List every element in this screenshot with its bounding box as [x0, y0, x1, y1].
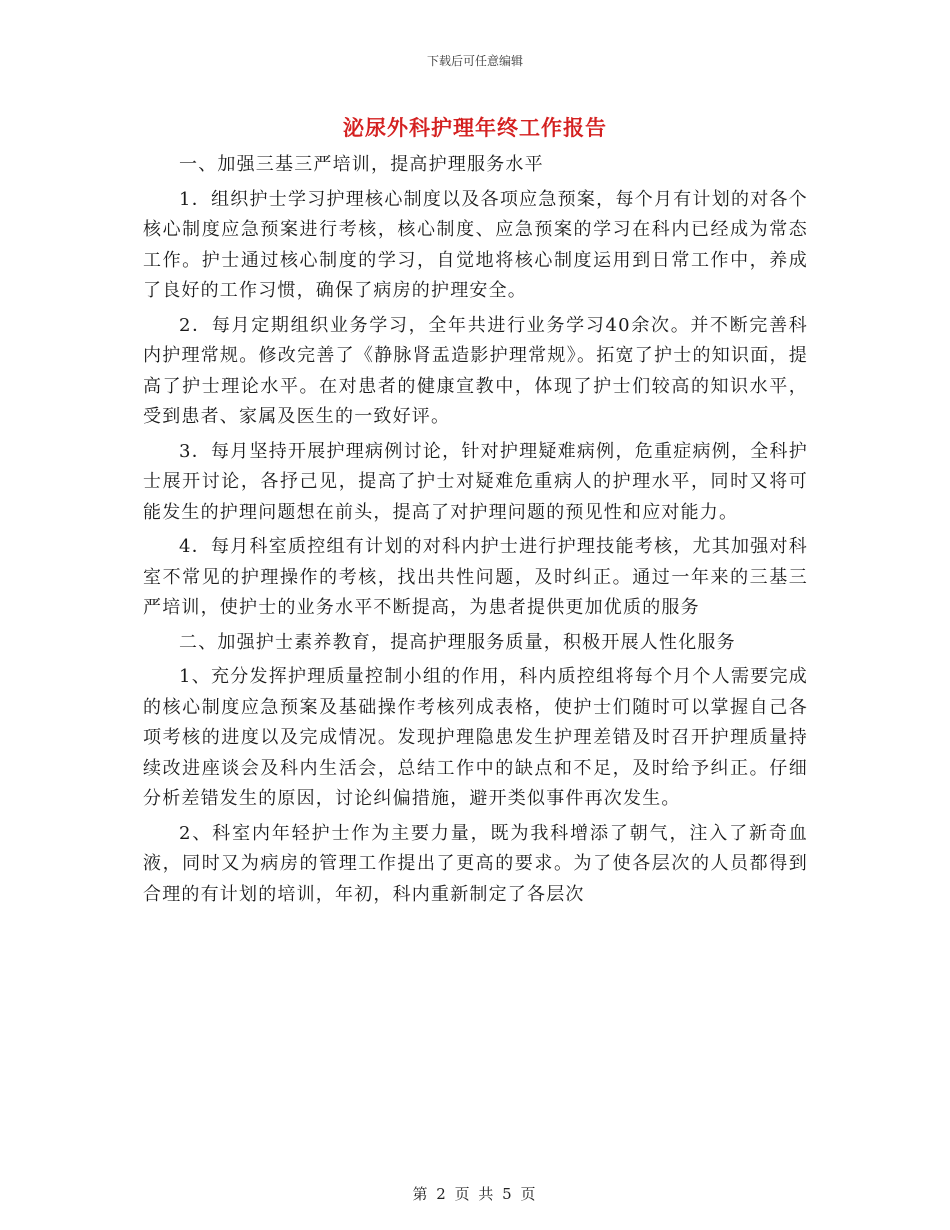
- body-paragraph: 1．组织护士学习护理核心制度以及各项应急预案，每个月有计划的对各个核心制度应急预案进行考核，核心制度、应急预案的学习在科内已经成为常态工作。护士通过核心制度的学习，自觉地将核心制度运用到日常工作中，养成了良好的工作习惯，确保了病房的护理安全。: [143, 188, 808, 301]
- document-title: 泌尿外科护理年终工作报告: [343, 115, 607, 140]
- body-paragraph: 2、科室内年轻护士作为主要力量，既为我科增添了朝气，注入了新奇血液，同时又为病房的管理工作提出了更高的要求。为了使各层次的人员都得到合理的有计划的培训，年初，科内重新制定了各层次: [143, 822, 808, 905]
- body-paragraph: 4．每月科室质控组有计划的对科内护士进行护理技能考核，尤其加强对科室不常见的护理操作的考核，找出共性问题，及时纠正。通过一年来的三基三严培训，使护士的业务水平不断提高，为患者提供更加优质的服务: [143, 536, 808, 618]
- section-heading-1: 一、加强三基三严培训，提高护理服务水平: [179, 154, 544, 175]
- document-body: [143, 150, 808, 914]
- body-paragraph: 1、充分发挥护理质量控制小组的作用，科内质控组将每个月个人需要完成的核心制度应急预案及基础操作考核列成表格，使护士们随时可以掌握自己各项考核的进度以及完成情况。发现护理隐患发生护理差错及时召开护理质量持续改进座谈会及科内生活会，总结工作中的缺点和不足，及时给予纠正。仔细分析差错发生的原因，讨论纠偏措施，避开类似事件再次发生。: [143, 666, 808, 809]
- body-paragraph: 2．每月定期组织业务学习，全年共进行业务学习40余次。并不断完善科内护理常规。修改完善了《静脉肾盂造影护理常规》。拓宽了护士的知识面，提高了护士理论水平。在对患者的健康宣教中，体现了护士们较高的知识水平，受到患者、家属及医生的一致好评。: [143, 314, 808, 427]
- page-header-note: 下载后可任意编辑: [426, 54, 523, 68]
- section-heading-2: 二、加强护士素养教育，提高护理服务质量，积极开展人性化服务: [179, 631, 736, 653]
- body-paragraph: 3．每月坚持开展护理病例讨论，针对护理疑难病例，危重症病例，全科护士展开讨论，各抒己见，提高了护士对疑难危重病人的护理水平，同时又将可能发生的护理问题想在前头，提高了对护理问题的预见性和应对能力。: [143, 440, 808, 523]
- page-number-footer: 第 2 页 共 5 页: [412, 1185, 538, 1203]
